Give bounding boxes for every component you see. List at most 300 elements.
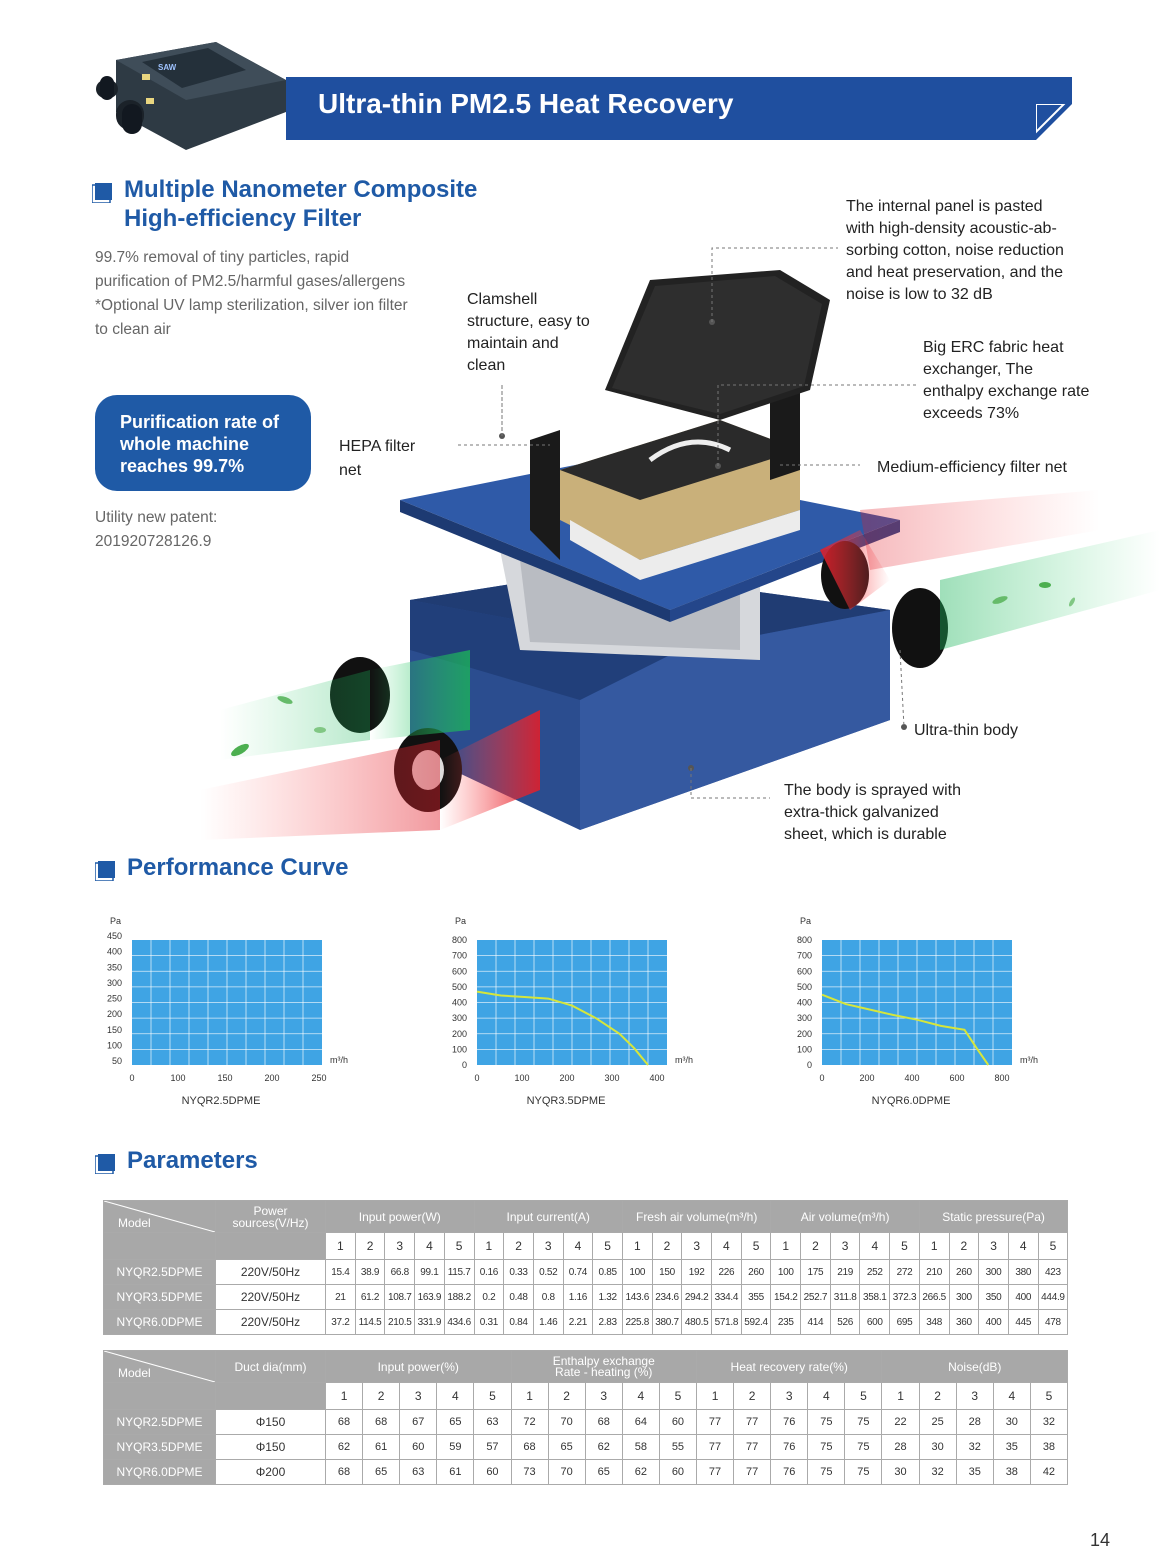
value-cell: 38 [993, 1460, 1030, 1485]
sub-header: 5 [1038, 1233, 1068, 1260]
value-cell: 272 [890, 1260, 920, 1285]
value-cell: 77 [734, 1460, 771, 1485]
value-cell: 372.3 [890, 1285, 920, 1310]
chart-y-tick-label: 100 [106, 1040, 122, 1051]
value-cell: 68 [326, 1460, 363, 1485]
value-cell: 188.2 [444, 1285, 474, 1310]
value-cell: 360 [949, 1310, 979, 1335]
value-cell: 210 [919, 1260, 949, 1285]
sub-header: 2 [949, 1233, 979, 1260]
chart-y-tick-label: 100 [796, 1044, 812, 1055]
power-cell: 220V/50Hz [216, 1310, 326, 1335]
chart-x-axis-label: m³/h [330, 1055, 348, 1065]
value-cell: 0.84 [504, 1310, 534, 1335]
callout-internal-panel [846, 196, 1064, 306]
power-cell: 220V/50Hz [216, 1260, 326, 1285]
value-cell: 75 [808, 1460, 845, 1485]
value-cell: 30 [993, 1410, 1030, 1435]
value-cell: 252 [860, 1260, 890, 1285]
value-cell: 28 [882, 1435, 919, 1460]
sub-header: 2 [504, 1233, 534, 1260]
value-cell: 2.83 [593, 1310, 623, 1335]
power-cell: 220V/50Hz [216, 1285, 326, 1310]
value-cell: 592.4 [741, 1310, 771, 1335]
sub-header: 3 [956, 1383, 993, 1410]
chart-x-tick-label: 800 [994, 1073, 1010, 1083]
chart-x-tick-label: 250 [311, 1073, 327, 1083]
value-cell: 219 [830, 1260, 860, 1285]
sub-header: 5 [1030, 1383, 1067, 1410]
model-cell: NYQR2.5DPME [104, 1410, 216, 1435]
chart-y-tick-label: 400 [796, 997, 812, 1008]
filter-section-title-line2: High-efficiency Filter [124, 205, 362, 232]
blank-header-cell [104, 1383, 216, 1410]
value-cell: 77 [697, 1410, 734, 1435]
chart-y-tick-label: 450 [106, 931, 122, 941]
value-cell: 414 [801, 1310, 831, 1335]
sub-header: 1 [882, 1383, 919, 1410]
blank-header-cell [104, 1233, 216, 1260]
value-cell: 38 [1030, 1435, 1067, 1460]
value-cell: 0.74 [563, 1260, 593, 1285]
sub-header: 5 [741, 1233, 771, 1260]
chart-y-tick-label: 700 [796, 950, 812, 961]
sub-header: 3 [585, 1383, 622, 1410]
value-cell: 423 [1038, 1260, 1068, 1285]
sub-header: 1 [771, 1233, 801, 1260]
chart-x-tick-label: 150 [217, 1073, 233, 1083]
callout-line: clean [467, 357, 506, 374]
value-cell: 0.52 [533, 1260, 563, 1285]
callout-hepa [339, 435, 415, 483]
model-cell: NYQR2.5DPME [104, 1260, 216, 1285]
value-cell: 0.16 [474, 1260, 504, 1285]
value-cell: 63 [474, 1410, 511, 1435]
sub-header: 2 [363, 1383, 400, 1410]
value-cell: 235 [771, 1310, 801, 1335]
value-cell: 30 [882, 1460, 919, 1485]
value-cell: 60 [474, 1460, 511, 1485]
parameters-section-title: Parameters [127, 1147, 258, 1174]
performance-chart-nyqr60 [790, 910, 1060, 1110]
parameters-table-1 [103, 1200, 1068, 1335]
callout-line: and heat preservation, and the [846, 264, 1064, 281]
value-cell: 28 [956, 1410, 993, 1435]
callout-line: maintain and [467, 335, 559, 352]
value-cell: 434.6 [444, 1310, 474, 1335]
table-row [104, 1285, 1068, 1310]
chart-title: NYQR2.5DPME [181, 1095, 261, 1107]
sub-header: 1 [622, 1233, 652, 1260]
model-header-label: Model [118, 1216, 151, 1230]
value-cell: 70 [548, 1410, 585, 1435]
value-cell: 0.8 [533, 1285, 563, 1310]
callout-line: exceeds 73% [923, 405, 1020, 422]
group-header: Input current(A) [474, 1201, 622, 1233]
banner-corner-decoration [1036, 104, 1072, 140]
chart-y-tick-label: 200 [106, 1009, 122, 1020]
value-cell: 1.32 [593, 1285, 623, 1310]
callout-line: Medium-efficiency filter net [877, 459, 1067, 476]
sub-header: 2 [734, 1383, 771, 1410]
callout-line: Big ERC fabric heat [923, 339, 1064, 356]
value-cell: 260 [741, 1260, 771, 1285]
value-cell: 65 [363, 1460, 400, 1485]
value-cell: 1.46 [533, 1310, 563, 1335]
sub-header: 4 [712, 1233, 742, 1260]
value-cell: 380.7 [652, 1310, 682, 1335]
value-cell: 30 [919, 1435, 956, 1460]
value-cell: 66.8 [385, 1260, 415, 1285]
sub-header: 4 [437, 1383, 474, 1410]
power-source-header: Power sources(V/Hz) [216, 1201, 326, 1233]
chart-x-tick-label: 400 [649, 1073, 665, 1083]
sub-header: 1 [697, 1383, 734, 1410]
pill-line: reaches 99.7% [120, 456, 245, 476]
value-cell: 150 [652, 1260, 682, 1285]
table-row [104, 1435, 1068, 1460]
callout-line: net [339, 462, 362, 479]
value-cell: 77 [697, 1435, 734, 1460]
value-cell: 65 [548, 1435, 585, 1460]
filter-desc-line: 99.7% removal of tiny particles, rapid [95, 249, 350, 266]
value-cell: 0.2 [474, 1285, 504, 1310]
group-header: Input power(W) [326, 1201, 475, 1233]
value-cell: 478 [1038, 1310, 1068, 1335]
sub-header: 2 [355, 1233, 385, 1260]
section-square-icon [95, 861, 115, 881]
value-cell: 62 [585, 1435, 622, 1460]
value-cell: 77 [697, 1460, 734, 1485]
section-square-icon [92, 183, 112, 203]
model-header-cell [104, 1201, 216, 1233]
duct-header: Duct dia(mm) [216, 1351, 326, 1383]
sub-header: 2 [801, 1233, 831, 1260]
sub-header: 3 [771, 1383, 808, 1410]
parameters-table-2 [103, 1350, 1068, 1485]
value-cell: 21 [326, 1285, 356, 1310]
value-cell: 163.9 [415, 1285, 445, 1310]
value-cell: 65 [585, 1460, 622, 1485]
value-cell: 32 [956, 1435, 993, 1460]
sub-header: 1 [326, 1383, 363, 1410]
chart-x-tick-label: 200 [264, 1073, 280, 1083]
chart-y-tick-label: 300 [451, 1013, 467, 1024]
sub-header: 5 [659, 1383, 696, 1410]
patent-label: Utility new patent: [95, 509, 218, 526]
value-cell: 175 [801, 1260, 831, 1285]
sub-header: 2 [919, 1383, 956, 1410]
model-cell: NYQR3.5DPME [104, 1285, 216, 1310]
callout-medium-filter [877, 457, 1067, 479]
value-cell: 35 [993, 1435, 1030, 1460]
value-cell: 68 [363, 1410, 400, 1435]
value-cell: 73 [511, 1460, 548, 1485]
sub-header: 5 [890, 1233, 920, 1260]
chart-x-tick-label: 0 [474, 1073, 480, 1083]
value-cell: 115.7 [444, 1260, 474, 1285]
value-cell: 226 [712, 1260, 742, 1285]
value-cell: 77 [734, 1410, 771, 1435]
performance-chart-nyqr25 [100, 910, 370, 1110]
chart-x-tick-label: 300 [604, 1073, 620, 1083]
chart-y-tick-label: 500 [451, 981, 467, 992]
callout-line: HEPA filter [339, 438, 416, 455]
callout-line: The internal panel is pasted [846, 198, 1043, 215]
chart-y-tick-label: 600 [796, 966, 812, 977]
table-row [104, 1310, 1068, 1335]
sub-header: 2 [548, 1383, 585, 1410]
value-cell: 75 [845, 1410, 882, 1435]
value-cell: 108.7 [385, 1285, 415, 1310]
sub-header: 3 [682, 1233, 712, 1260]
sub-header: 5 [474, 1383, 511, 1410]
group-header: Enthalpy exchange Rate - heating (%) [511, 1351, 697, 1383]
value-cell: 294.2 [682, 1285, 712, 1310]
model-cell: NYQR6.0DPME [104, 1460, 216, 1485]
value-cell: 192 [682, 1260, 712, 1285]
chart-y-tick-label: 200 [796, 1028, 812, 1039]
blank-header-cell [216, 1233, 326, 1260]
value-cell: 571.8 [712, 1310, 742, 1335]
sub-header: 1 [511, 1383, 548, 1410]
chart-y-tick-label: 800 [451, 935, 467, 945]
value-cell: 76 [771, 1410, 808, 1435]
sub-header: 5 [845, 1383, 882, 1410]
value-cell: 100 [622, 1260, 652, 1285]
chart-y-axis-label: Pa [800, 916, 812, 926]
sub-header: 3 [385, 1233, 415, 1260]
value-cell: 154.2 [771, 1285, 801, 1310]
value-cell: 62 [622, 1460, 659, 1485]
value-cell: 75 [808, 1435, 845, 1460]
chart-y-tick-label: 0 [461, 1060, 467, 1070]
pill-line: whole machine [120, 434, 250, 454]
value-cell: 76 [771, 1435, 808, 1460]
callout-line: noise is low to 32 dB [846, 286, 993, 303]
sub-header: 3 [400, 1383, 437, 1410]
sub-header: 1 [919, 1233, 949, 1260]
value-cell: 15.4 [326, 1260, 356, 1285]
value-cell: 210.5 [385, 1310, 415, 1335]
blank-header-cell [216, 1383, 326, 1410]
callout-sprayed-body [784, 780, 961, 846]
filter-desc-line: *Optional UV lamp sterilization, silver ion filter [95, 297, 408, 314]
chart-y-axis-label: Pa [455, 916, 467, 926]
value-cell: 0.48 [504, 1285, 534, 1310]
chart-y-tick-label: 300 [106, 977, 122, 988]
sub-header: 4 [622, 1383, 659, 1410]
product-thumbnail-image [96, 40, 292, 158]
value-cell: 350 [979, 1285, 1009, 1310]
sub-header: 3 [533, 1233, 563, 1260]
value-cell: 65 [437, 1410, 474, 1435]
callout-clamshell [467, 289, 590, 377]
value-cell: 1.16 [563, 1285, 593, 1310]
value-cell: 225.8 [622, 1310, 652, 1335]
chart-x-tick-label: 400 [904, 1073, 920, 1083]
sub-header: 2 [652, 1233, 682, 1260]
sub-header: 4 [563, 1233, 593, 1260]
chart-y-tick-label: 100 [451, 1044, 467, 1055]
value-cell: 266.5 [919, 1285, 949, 1310]
sub-header: 4 [860, 1233, 890, 1260]
value-cell: 2.21 [563, 1310, 593, 1335]
sub-header: 3 [830, 1233, 860, 1260]
value-cell: 68 [326, 1410, 363, 1435]
chart-y-tick-label: 400 [106, 946, 122, 957]
callout-line: with high-density acoustic-ab- [846, 220, 1057, 237]
value-cell: 42 [1030, 1460, 1067, 1485]
value-cell: 355 [741, 1285, 771, 1310]
value-cell: 0.85 [593, 1260, 623, 1285]
value-cell: 0.31 [474, 1310, 504, 1335]
value-cell: 67 [400, 1410, 437, 1435]
value-cell: 70 [548, 1460, 585, 1485]
callout-line: Clamshell [467, 291, 538, 308]
model-cell: NYQR6.0DPME [104, 1310, 216, 1335]
callout-line: exchanger, The [923, 361, 1034, 378]
value-cell: 331.9 [415, 1310, 445, 1335]
sub-header: 1 [326, 1233, 356, 1260]
value-cell: 22 [882, 1410, 919, 1435]
value-cell: 444.9 [1038, 1285, 1068, 1310]
value-cell: 25 [919, 1410, 956, 1435]
sub-header: 4 [415, 1233, 445, 1260]
value-cell: 61.2 [355, 1285, 385, 1310]
chart-y-tick-label: 150 [106, 1024, 122, 1035]
performance-section-title: Performance Curve [127, 854, 349, 881]
chart-y-tick-label: 500 [796, 981, 812, 992]
chart-x-tick-label: 0 [129, 1073, 135, 1083]
chart-title: NYQR3.5DPME [526, 1095, 606, 1107]
performance-chart-nyqr35 [445, 910, 715, 1110]
table-row [104, 1460, 1068, 1485]
table-row [104, 1260, 1068, 1285]
value-cell: 252.7 [801, 1285, 831, 1310]
callout-line: enthalpy exchange rate [923, 383, 1090, 400]
value-cell: 75 [845, 1460, 882, 1485]
group-header: Fresh air volume(m³/h) [622, 1201, 770, 1233]
value-cell: 62 [326, 1435, 363, 1460]
chart-y-axis-label: Pa [110, 916, 122, 926]
filter-desc-line: to clean air [95, 321, 171, 338]
value-cell: 300 [979, 1260, 1009, 1285]
sub-header: 5 [593, 1233, 623, 1260]
chart-x-tick-label: 100 [170, 1073, 186, 1083]
pill-line: Purification rate of [120, 412, 280, 432]
callout-line: Ultra-thin body [914, 722, 1019, 739]
duct-cell: Φ150 [216, 1435, 326, 1460]
callout-erc-exchanger [923, 337, 1089, 425]
chart-y-tick-label: 400 [451, 997, 467, 1008]
sub-header: 4 [808, 1383, 845, 1410]
chart-y-tick-label: 50 [111, 1056, 122, 1066]
value-cell: 348 [919, 1310, 949, 1335]
page-number: 14 [1090, 1530, 1111, 1550]
value-cell: 59 [437, 1435, 474, 1460]
chart-x-axis-label: m³/h [675, 1055, 693, 1065]
value-cell: 380 [1008, 1260, 1038, 1285]
chart-y-tick-label: 600 [451, 966, 467, 977]
callout-line: sheet, which is durable [784, 826, 947, 843]
value-cell: 311.8 [830, 1285, 860, 1310]
value-cell: 72 [511, 1410, 548, 1435]
patent-number: 201920728126.9 [95, 533, 212, 550]
callout-line: extra-thick galvanized [784, 804, 939, 821]
value-cell: 60 [659, 1460, 696, 1485]
value-cell: 76 [771, 1460, 808, 1485]
chart-y-tick-label: 300 [796, 1013, 812, 1024]
chart-x-tick-label: 200 [559, 1073, 575, 1083]
value-cell: 445 [1008, 1310, 1038, 1335]
sub-header: 4 [1008, 1233, 1038, 1260]
table-row [104, 1410, 1068, 1435]
group-header: Static pressure(Pa) [919, 1201, 1067, 1233]
value-cell: 300 [949, 1285, 979, 1310]
value-cell: 64 [622, 1410, 659, 1435]
filter-section-title-line1: Multiple Nanometer Composite [124, 176, 478, 203]
sub-header: 5 [444, 1233, 474, 1260]
duct-cell: Φ200 [216, 1460, 326, 1485]
value-cell: 358.1 [860, 1285, 890, 1310]
value-cell: 75 [845, 1435, 882, 1460]
group-header: Heat recovery rate(%) [697, 1351, 882, 1383]
callout-line: structure, easy to [467, 313, 590, 330]
value-cell: 114.5 [355, 1310, 385, 1335]
group-header: Noise(dB) [882, 1351, 1068, 1383]
value-cell: 32 [919, 1460, 956, 1485]
chart-x-tick-label: 600 [949, 1073, 965, 1083]
chart-y-tick-label: 350 [106, 962, 122, 973]
value-cell: 68 [511, 1435, 548, 1460]
chart-x-axis-label: m³/h [1020, 1055, 1038, 1065]
value-cell: 61 [437, 1460, 474, 1485]
chart-title: NYQR6.0DPME [871, 1095, 951, 1107]
model-header-label: Model [118, 1366, 151, 1380]
value-cell: 75 [808, 1410, 845, 1435]
value-cell: 61 [363, 1435, 400, 1460]
exploded-product-illustration [200, 230, 1160, 840]
section-square-icon [95, 1154, 115, 1174]
page-title: Ultra-thin PM2.5 Heat Recovery [318, 88, 734, 119]
value-cell: 68 [585, 1410, 622, 1435]
value-cell: 400 [1008, 1285, 1038, 1310]
value-cell: 63 [400, 1460, 437, 1485]
value-cell: 600 [860, 1310, 890, 1335]
chart-y-tick-label: 800 [796, 935, 812, 945]
group-header: Air volume(m³/h) [771, 1201, 919, 1233]
patent-info [95, 506, 217, 554]
value-cell: 38.9 [355, 1260, 385, 1285]
callout-ultra-thin [914, 720, 1018, 742]
model-header-cell [104, 1351, 216, 1383]
sub-header: 4 [993, 1383, 1030, 1410]
value-cell: 37.2 [326, 1310, 356, 1335]
group-header: Input power(%) [326, 1351, 512, 1383]
duct-cell: Φ150 [216, 1410, 326, 1435]
value-cell: 0.33 [504, 1260, 534, 1285]
value-cell: 35 [956, 1460, 993, 1485]
value-cell: 695 [890, 1310, 920, 1335]
sub-header: 3 [979, 1233, 1009, 1260]
value-cell: 234.6 [652, 1285, 682, 1310]
chart-x-tick-label: 100 [514, 1073, 530, 1083]
value-cell: 55 [659, 1435, 696, 1460]
value-cell: 58 [622, 1435, 659, 1460]
callout-line: sorbing cotton, noise reduction [846, 242, 1064, 259]
value-cell: 100 [771, 1260, 801, 1285]
